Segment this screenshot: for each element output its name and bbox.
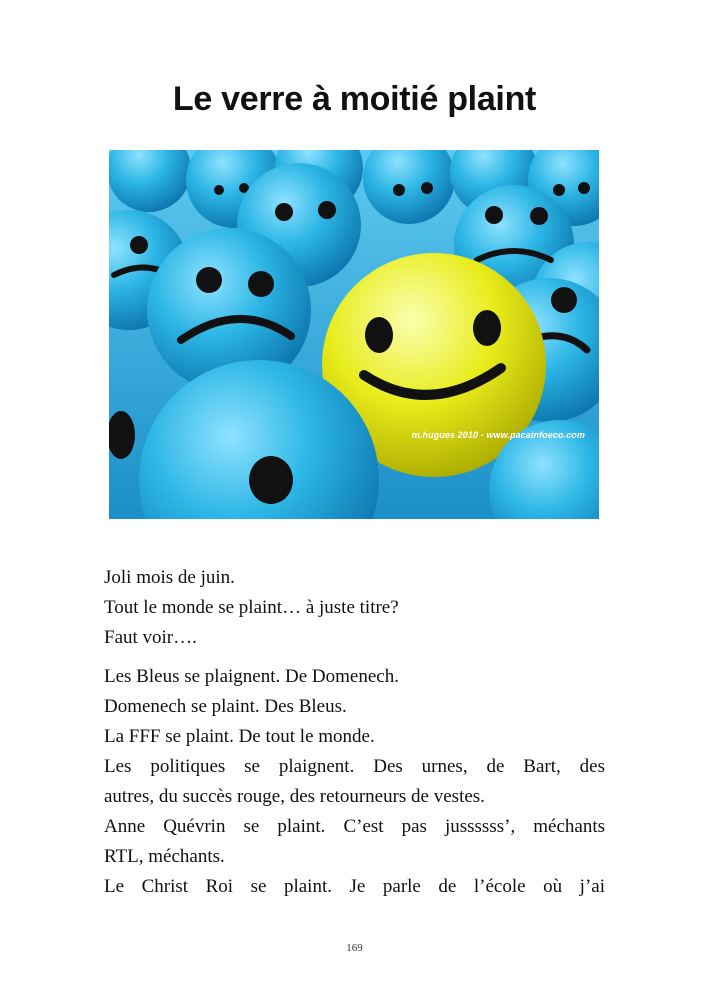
text-line: Les Bleus se plaignent. De Domenech.	[104, 666, 399, 687]
body-text	[104, 563, 605, 902]
text-line: RTL, méchants.	[104, 846, 225, 867]
page-title: Le verre à moitié plaint	[172, 80, 537, 118]
text-line: Tout le monde se plaint… à juste titre?	[104, 597, 399, 618]
paragraph-1	[104, 563, 605, 653]
smiley-photo	[109, 150, 599, 519]
text-line: Anne Quévrin se plaint. C’est pas jussssss’, méchants	[104, 816, 605, 837]
text-line: La FFF se plaint. De tout le monde.	[104, 726, 375, 747]
paragraph-2	[104, 662, 605, 902]
text-line: Domenech se plaint. Des Bleus.	[104, 696, 347, 717]
text-line: autres, du succès rouge, des retourneurs de vestes.	[104, 786, 485, 807]
text-line: Faut voir….	[104, 627, 197, 648]
smiley-illustration	[109, 150, 599, 519]
text-line: Joli mois de juin.	[104, 567, 235, 588]
image-credit: m.hugues 2010 - www.pacainfoeco.com	[411, 430, 585, 440]
page-number: 169	[346, 942, 363, 954]
text-line: Les politiques se plaignent. Des urnes, de Bart, des	[104, 756, 605, 777]
text-line: Le Christ Roi se plaint. Je parle de l’école où j’ai	[104, 876, 605, 897]
